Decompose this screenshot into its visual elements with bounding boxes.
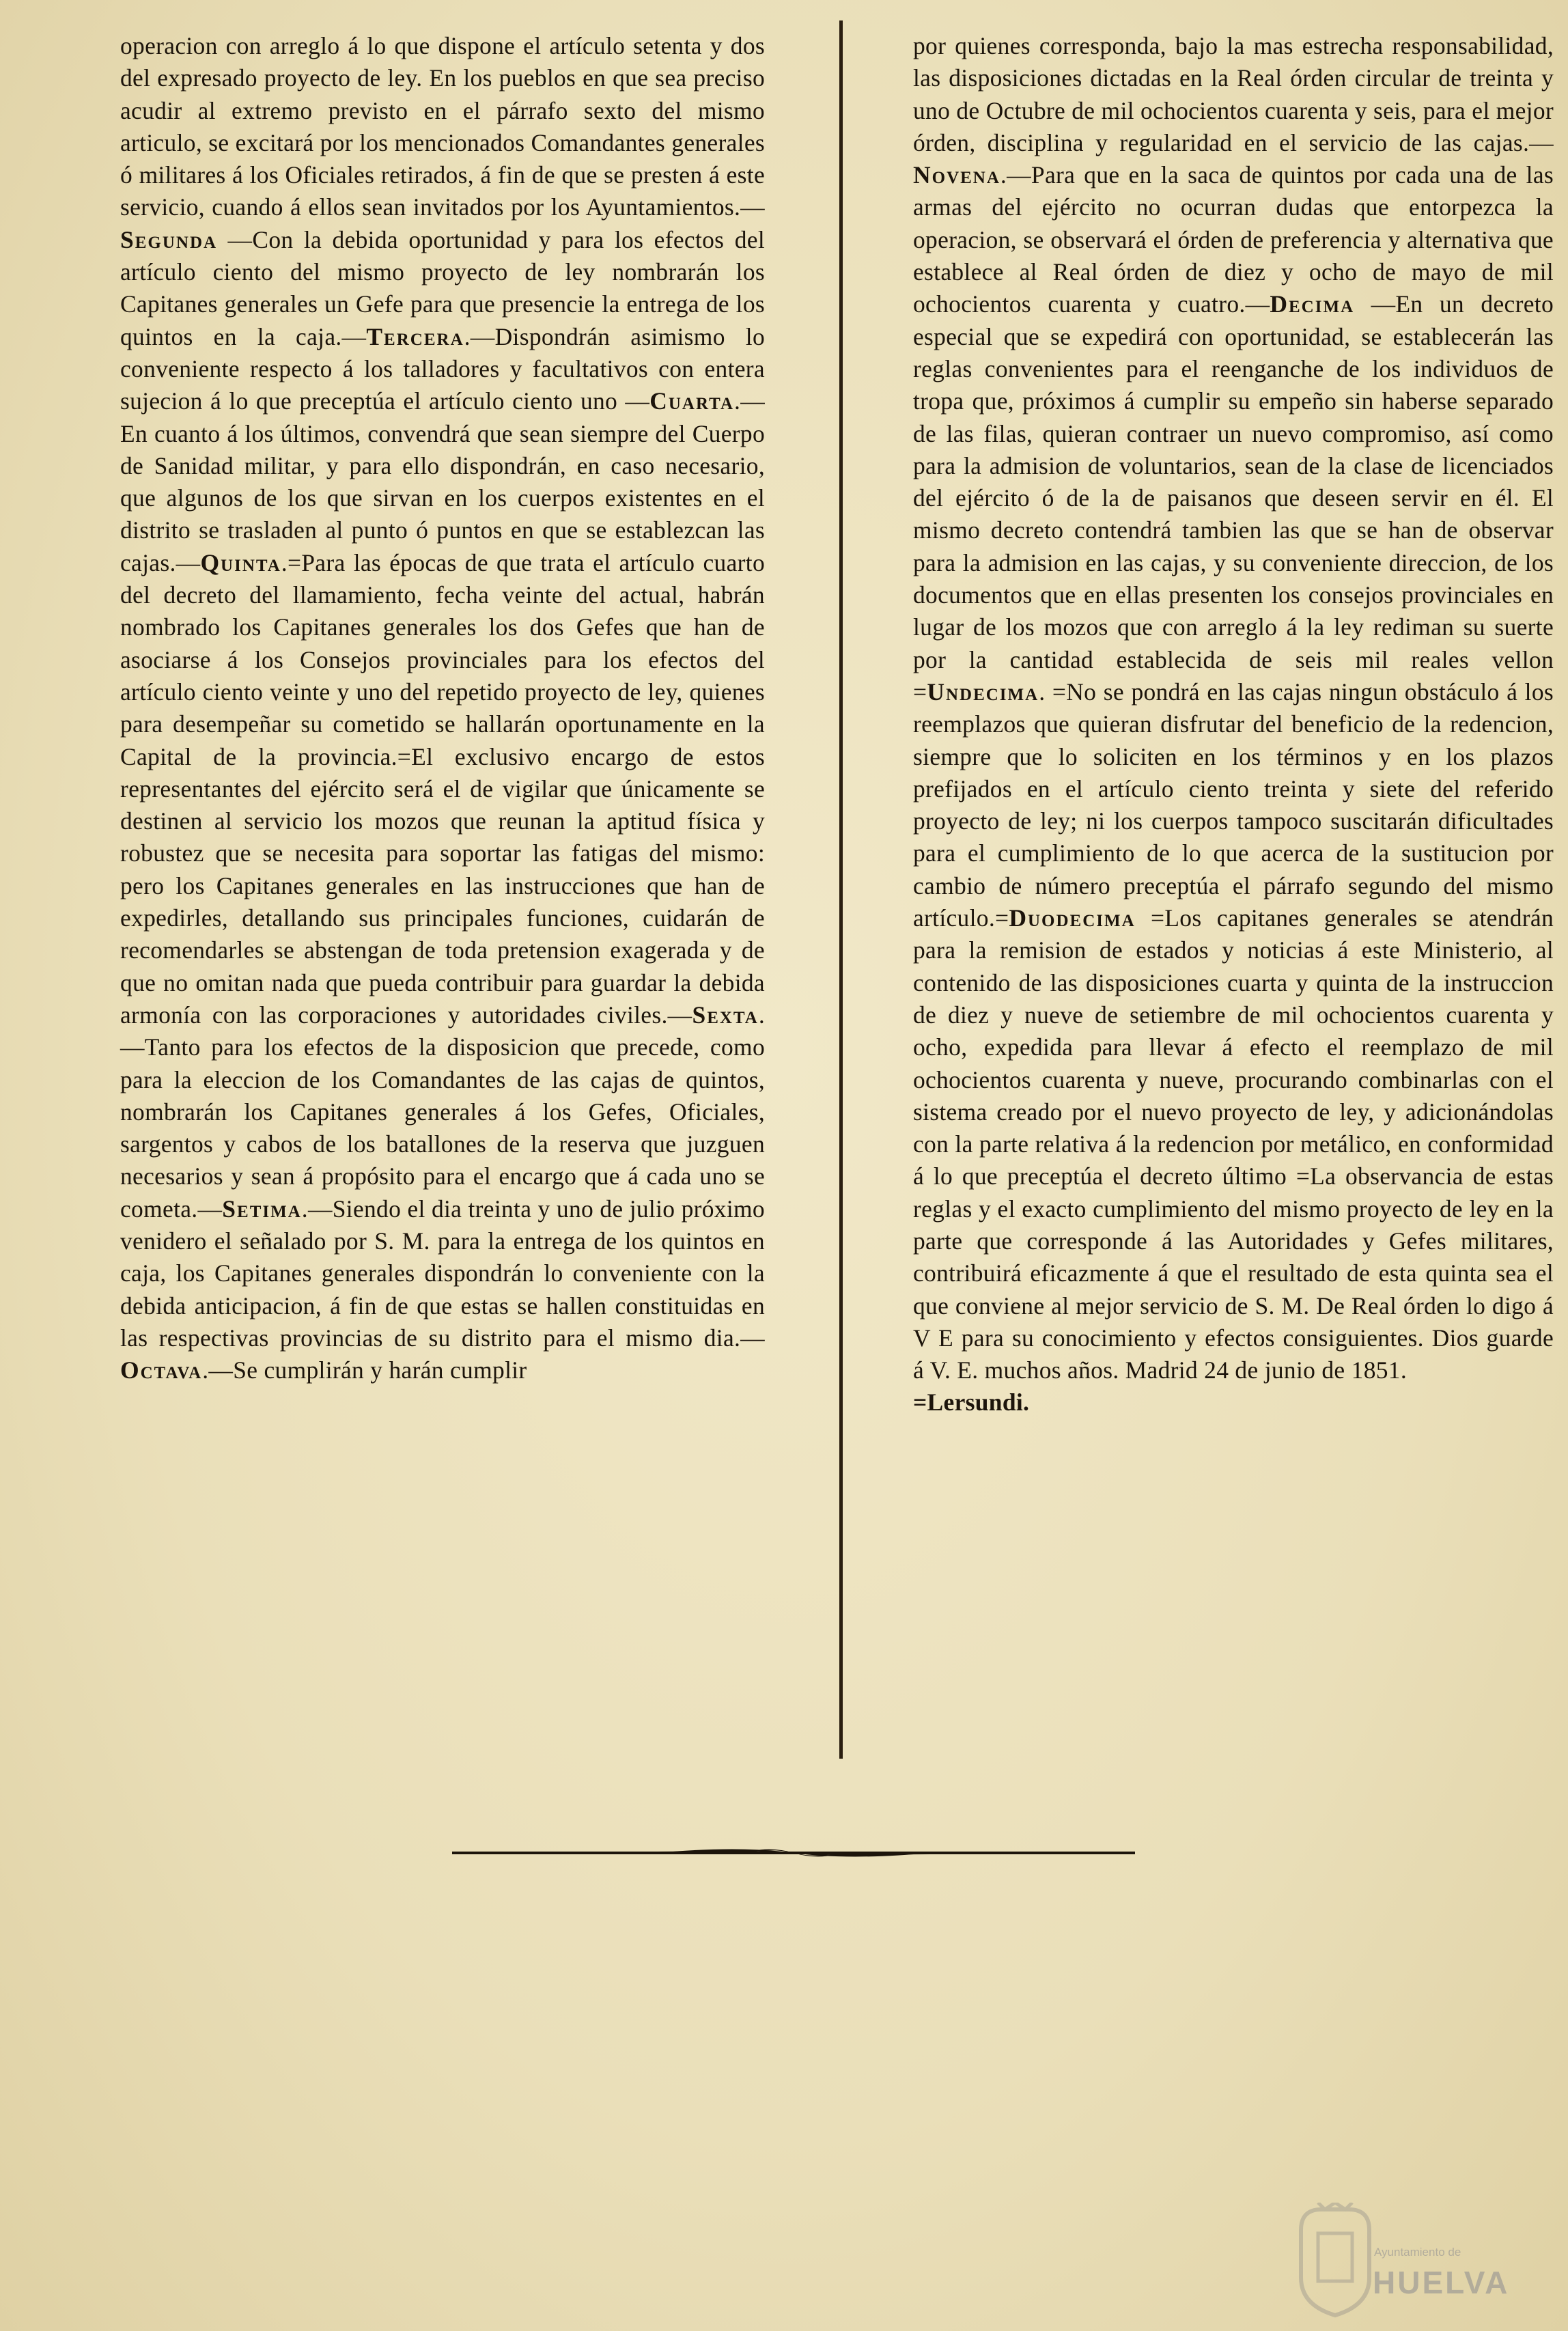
signature-line: =Lersundi.: [913, 1388, 1030, 1416]
heading-sexta: Sexta: [692, 1001, 759, 1029]
ornamental-rule: [452, 1844, 1135, 1862]
left-column-text: operacion con arreglo á lo que dispone el artículo setenta y dos del expresado proyecto de ley. En los pueblos en que sea preciso acudir al extremo previsto en el párrafo sexto del mismo articulo, se excitará por los mencionados Comandantes generales ó militares á los Oficiales retirados, á fin de que se presten á este servicio, cuando á ellos sean invitados por los Ayuntamientos.—Segunda —Con la debida oportunidad y para los efectos del artículo ciento del mismo proyecto de ley nombrarán los Capitanes generales un Gefe para que presencie la entrega de los quintos en la caja.—Tercera.—Dispondrán asimismo lo conveniente respecto á los talladores y facultativos con entera sujecion á lo que preceptúa el artículo ciento uno —Cuarta.—En cuanto á los últimos, convendrá que sean siempre del Cuerpo de Sanidad militar, y para ello dispondrán, en caso necesario, que algunos de los que sirvan en los cuerpos existentes en el distrito se trasladen al punto ó puntos en que se establezcan las cajas.—Quinta.=Para las épocas de que trata el artículo cuarto del decreto del llamamiento, fecha veinte del actual, habrán nombrado los Capitanes generales los dos Gefes que han de asociarse á los Consejos provinciales para los efectos del artículo ciento veinte y uno del repetido proyecto de ley, quienes para desempeñar su cometido se hallarán oportunamente en la Capital de la provincia.=El exclusivo encargo de estos representantes del ejército será el de vigilar que únicamente se destinen al servicio los mozos que reunan la aptitud física y robustez que se necesita para soportar las fatigas del mismo: pero los Capitanes generales en las instrucciones que han de expedirles, detallando sus principales funciones, cuidarán de recomendarles se abstengan de toda pretension exagerada y de que no omitan nada que pueda contribuir para guardar la debida armonía con las corporaciones y autoridades civiles.—Sexta. —Tanto para los efectos de la disposicion que precede, como para la eleccion de los Comandantes de las cajas de quintos, nombrarán los Capitanes generales á los Gefes, Oficiales, sargentos y cabos de los batallones de la reserva que juzguen necesarios y sean á propósito para el encargo que á cada uno se cometa.—Setima.—Siendo el dia treinta y uno de julio próximo venidero el señalado por S. M. para la entrega de los quintos en caja, los Capitanes generales dispondrán lo conveniente con la debida anticipacion, á fin de que estas se hallen constituidas en las respectivas provincias de su distrito para el mismo dia.—Octava.—Se cumplirán y harán cumplir: [120, 32, 766, 1384]
watermark-name: HUELVA: [1373, 2265, 1510, 2300]
heading-decima: Decima: [1270, 290, 1355, 318]
heading-octava: Octava: [120, 1356, 203, 1384]
column-divider: [839, 20, 843, 1759]
right-column: [913, 30, 1554, 1419]
watermark-seal: [1287, 2203, 1526, 2319]
heading-cuarta: Cuarta: [649, 387, 735, 415]
heading-quinta: Quinta: [200, 548, 281, 576]
heading-novena: Novena: [913, 161, 1000, 189]
heading-undecima: Undecima: [927, 678, 1039, 706]
heading-segunda: Segunda: [120, 225, 218, 253]
heading-tercera: Tercera: [366, 322, 464, 350]
heading-duodecima: Duodecima: [1009, 904, 1136, 932]
right-column-text: por quienes corresponda, bajo la mas estrecha responsabilidad, las disposiciones dictadas en la Real órden circular de treinta y uno de Octubre de mil ochocientos cuarenta y seis, para el mejor órden, disciplina y regularidad en el servicio de las cajas.—Novena.—Para que en la saca de quintos por cada una de las armas del ejército no ocurran dudas que entorpezca la operacion, se observará el órden de preferencia y alternativa que establece al Real órden de diez y ocho de mayo de mil ochocientos cuarenta y cuatro.—Decima —En un decreto especial que se expedirá con oportunidad, se establecerán las reglas convenientes para el reenganche de los individuos de tropa que, próximos á cumplir su empeño sin haberse separado de las filas, quieran contraer un nuevo compromiso, así como para la admision de voluntarios, sean de la clase de licenciados del ejército ó de la de paisanos que deseen servir en él. El mismo decreto contendrá tambien las que se han de observar para la admision en las cajas, y su conveniente direccion, de los documentos que en ellas presenten los consejos provinciales en lugar de los mozos que con arreglo á la ley rediman su suerte por la cantidad establecida de seis mil reales vellon =Undecima. =No se pondrá en las cajas ningun obstáculo á los reemplazos que quieran disfrutar del beneficio de la redencion, siempre que lo soliciten en los términos y en los plazos prefijados en el artículo ciento treinta y siete del referido proyecto de ley; ni los cuerpos tampoco suscitarán dificultades para el cumplimiento de lo que acerca de la sustitucion por cambio de número preceptúa el párrafo segundo del mismo artículo.=Duodecima =Los capitanes generales se atendrán para la remision de estados y noticias á este Ministerio, al contenido de las disposiciones cuarta y quinta de la instruccion de diez y nueve de setiembre de mil ochocientos cuarenta y ocho, expedida para llevar á efecto el reemplazo de mil ochocientos cuarenta y nueve, procurando combinarlas con el sistema creado por el nuevo proyecto de ley, y adicionándolas con la parte relativa á la redencion por metálico, en conformidad á lo que preceptúa el decreto último =La observancia de estas reglas y el exacto cumplimiento del mismo proyecto de ley en la parte que corresponde á las Autoridades y Gefes militares, contribuirá eficazmente á que el resultado de esta quinta sea el que conviene al mejor servicio de S. M. De Real órden lo digo á V E para su conocimiento y efectos consiguientes. Dios guarde á V. E. muchos años. Madrid 24 de junio de 1851.: [913, 32, 1554, 1384]
left-column: [120, 30, 765, 1386]
watermark-subtitle: Ayuntamiento de: [1374, 2246, 1461, 2259]
heading-setima: Setima: [222, 1195, 302, 1223]
